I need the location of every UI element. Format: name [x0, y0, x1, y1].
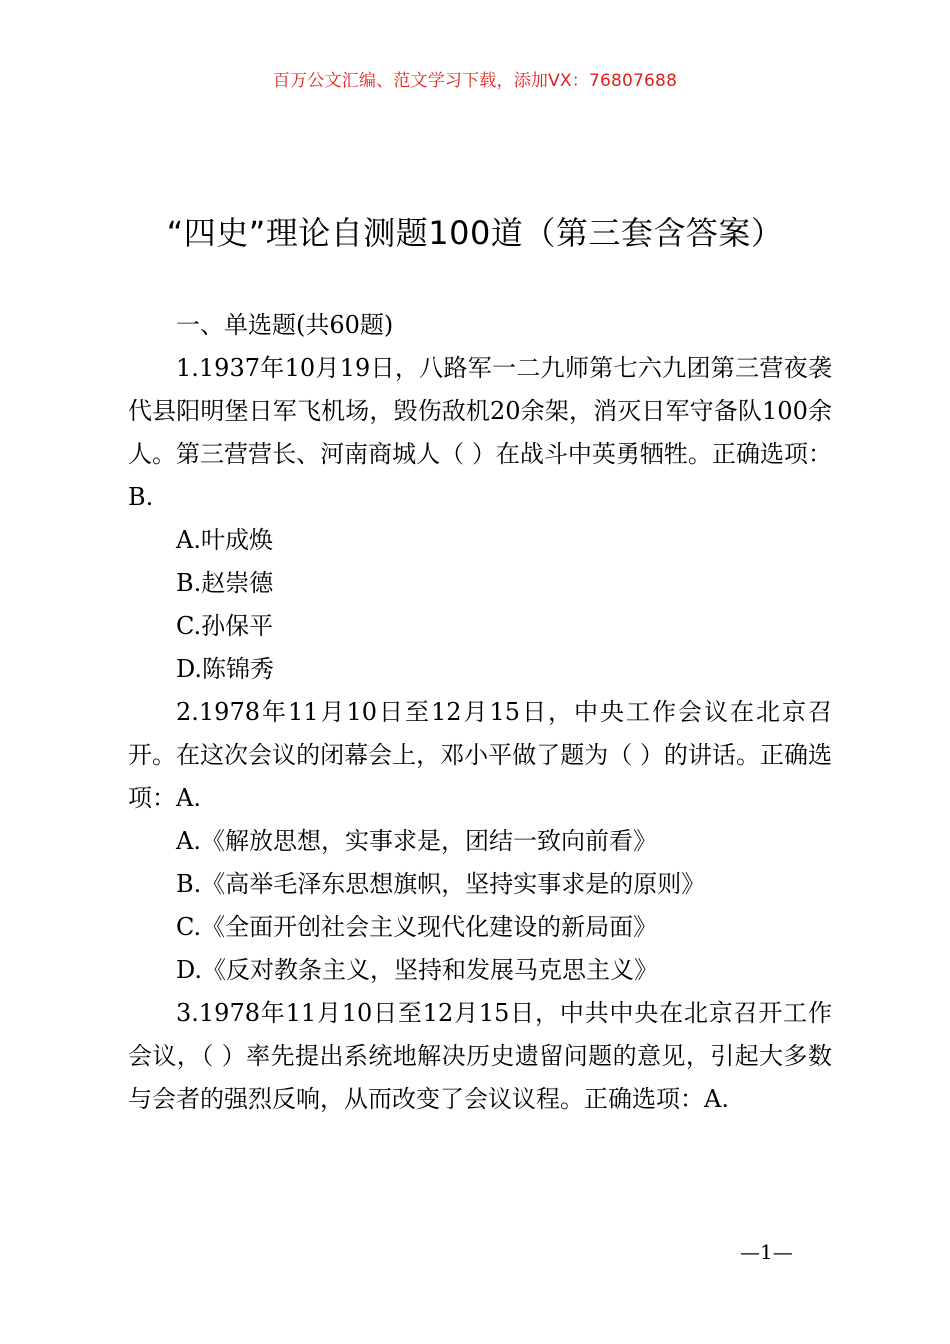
document-body — [128, 304, 832, 1121]
question-1-stem: 1.1937年10月19日，八路军一二九师第七六九团第三营夜袭代县阳明堡日军飞机场，毁伤敌机20余架，消灭日军守备队100余人。第三营营长、河南商城人（ ）在战斗中英勇牺牲。正确选项：B. — [128, 354, 832, 511]
question-2-option-a: A.《解放思想，实事求是，团结一致向前看》 — [176, 827, 657, 855]
question-2-stem: 2.1978年11月10日至12月15日，中央工作会议在北京召开。在这次会议的闭幕会上，邓小平做了题为（ ）的讲话。正确选项：A. — [128, 698, 832, 812]
question-1-option-b: B.赵崇德 — [176, 569, 274, 597]
question-1-option-a: A.叶成焕 — [176, 526, 273, 554]
document-title: “四史”理论自测题100道（第三套含答案） — [166, 214, 784, 252]
question-2-option-c: C.《全面开创社会主义现代化建设的新局面》 — [176, 913, 658, 941]
question-2-option-d: D.《反对教条主义，坚持和发展马克思主义》 — [176, 956, 659, 984]
question-2-option-b: B.《高举毛泽东思想旗帜，坚持实事求是的原则》 — [176, 870, 706, 898]
question-3-stem: 3.1978年11月10日至12月15日，中共中央在北京召开工作会议，（ ）率先提出系统地解决历史遗留问题的意见，引起大多数与会者的强烈反响，从而改变了会议议程。正确选项：A. — [128, 999, 832, 1113]
section-heading: 一、单选题(共60题) — [176, 311, 394, 339]
page-number: —1— — [740, 1240, 793, 1264]
question-1-option-c: C.孙保平 — [176, 612, 274, 640]
watermark-banner: 百万公文汇编、范文学习下载，添加VX：76807688 — [272, 71, 678, 91]
question-1-option-d: D.陈锦秀 — [176, 655, 275, 683]
